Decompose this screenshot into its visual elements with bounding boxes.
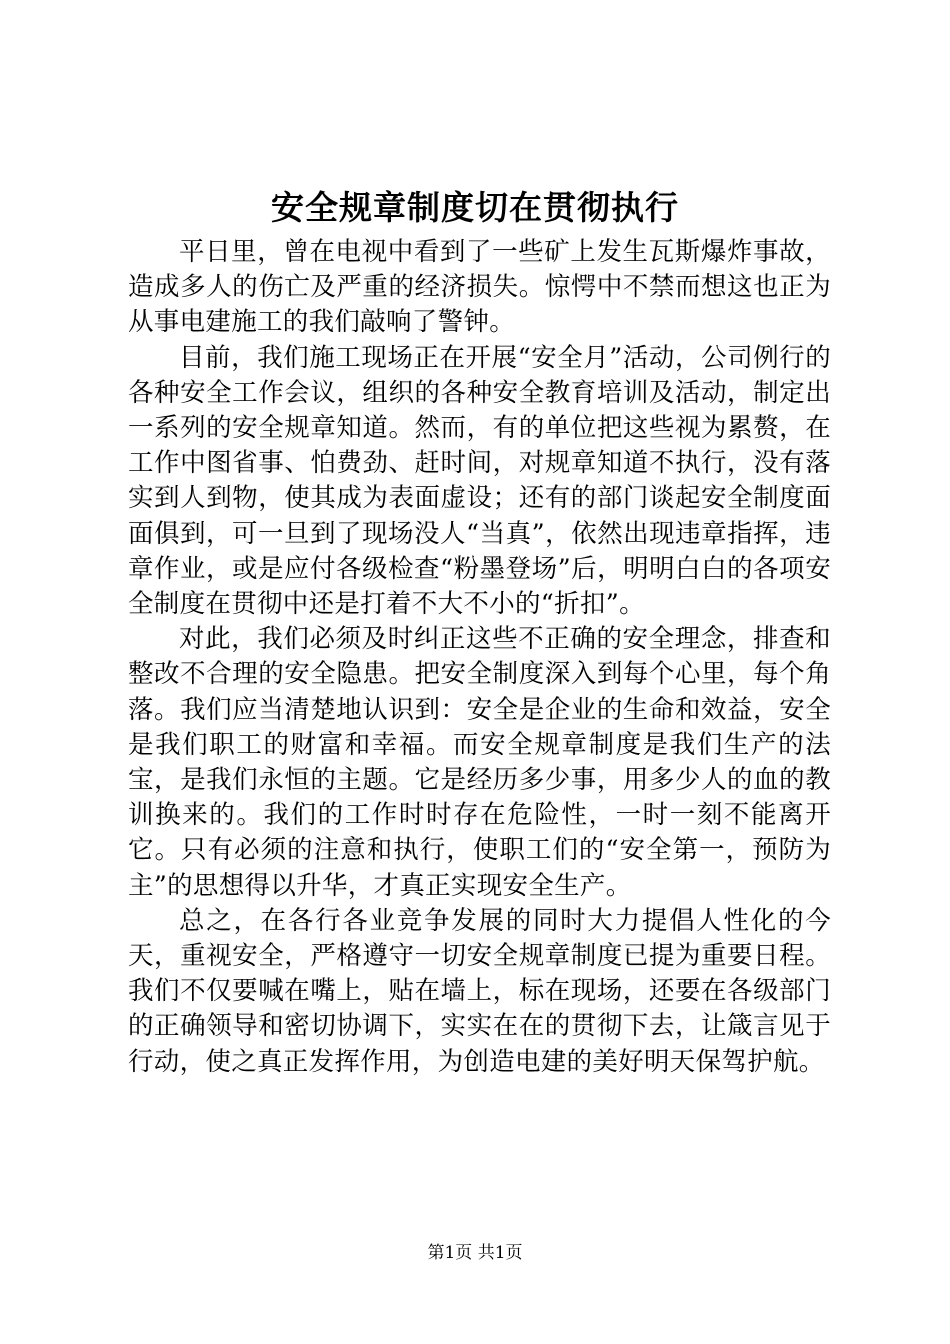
paragraph-2: 目前，我们施工现场正在开展“安全月”活动，公司例行的各种安全工作会议，组织的各种安全教育培训及活动，制定出一系列的安全规章知道。然而，有的单位把这些视为累赘，在工作中图省事、怕费劲、赶时间，对规章知道不执行，没有落实到人到物，使其成为表面虚设；还有的部门谈起安全制度面面俱到，可一旦到了现场没人“当真”，依然出现违章指挥，违章作业，或是应付各级检查“粉墨登场”后，明明白白的各项安全制度在贯彻中还是打着不大不小的“折扣”。 (128, 342, 831, 620)
document-body (128, 235, 831, 1080)
paragraph-3: 对此，我们必须及时纠正这些不正确的安全理念，排查和整改不合理的安全隐患。把安全制度深入到每个心里，每个角落。我们应当清楚地认识到：安全是企业的生命和效益，安全是我们职工的财富和幸福。而安全规章制度是我们生产的法宝，是我们永恒的主题。它是经历多少事，用多少人的血的教训换来的。我们的工作时时存在危险性，一时一刻不能离开它。只有必须的注意和执行，使职工们的“安全第一，预防为主”的思想得以升华，才真正实现安全生产。 (128, 624, 831, 901)
document-title: 安全规章制度切在贯彻执行 (271, 188, 679, 227)
page-footer: 第1页 共1页 (427, 1243, 523, 1263)
paragraph-4: 总之，在各行各业竞争发展的同时大力提倡人性化的今天，重视安全，严格遵守一切安全规章制度已提为重要日程。我们不仅要喊在嘴上，贴在墙上，标在现场，还要在各级部门的正确领导和密切协调下，实实在在的贯彻下去，让箴言见于行动，使之真正发挥作用，为创造电建的美好明天保驾护航。 (128, 905, 831, 1077)
paragraph-1: 平日里，曾在电视中看到了一些矿上发生瓦斯爆炸事故，造成多人的伤亡及严重的经济损失。惊愕中不禁而想这也正为从事电建施工的我们敲响了警钟。 (128, 237, 831, 338)
